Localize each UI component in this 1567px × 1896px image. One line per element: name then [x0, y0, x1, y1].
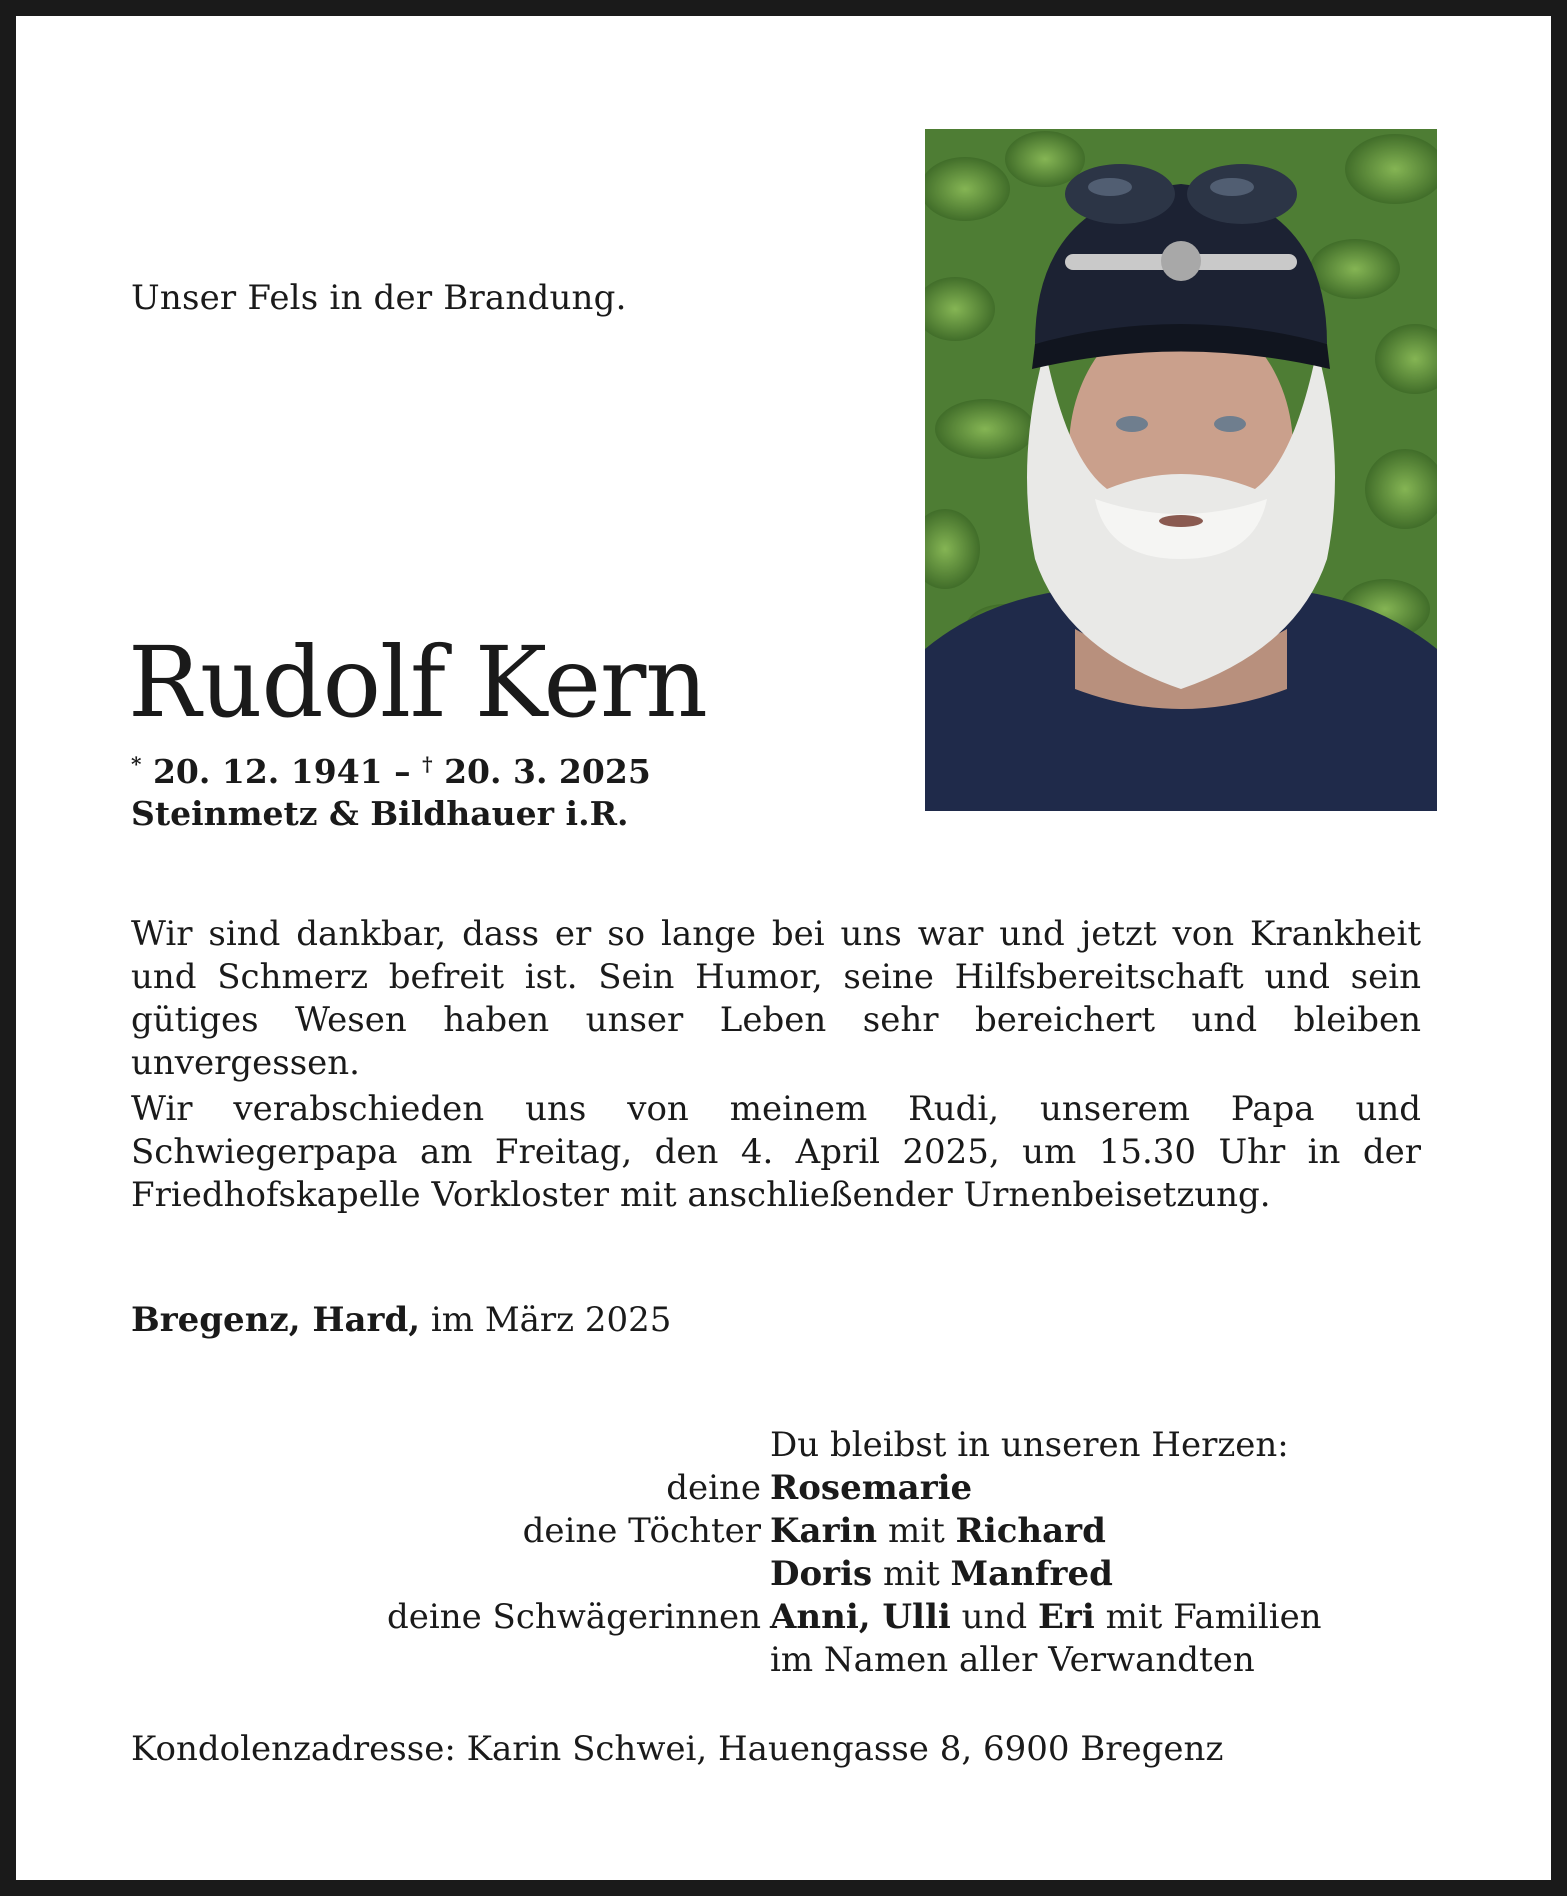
mourner-joiner: und — [961, 1597, 1028, 1637]
mourner-name: Anni, Ulli — [770, 1597, 951, 1637]
mourner-row — [131, 1510, 1431, 1553]
right-eye — [1214, 416, 1246, 432]
place-towns: Bregenz, Hard, — [131, 1300, 421, 1340]
mourner-label: deine — [666, 1468, 761, 1508]
mourner-row — [131, 1467, 1431, 1510]
mourner-row — [131, 1639, 1431, 1682]
deceased-name: Rudolf Kern — [128, 626, 707, 739]
mourner-suffix: mit Familien — [1105, 1597, 1322, 1637]
date-separator: – — [394, 752, 411, 791]
mourner-joiner: mit — [887, 1511, 945, 1551]
mourners-heading-row — [131, 1424, 1431, 1467]
mourner-name: Doris — [770, 1554, 873, 1594]
death-symbol: † — [422, 752, 433, 776]
profession: Steinmetz & Bildhauer i.R. — [131, 794, 629, 833]
mouth — [1159, 515, 1203, 527]
farewell-paragraph: Wir verabschieden uns von meinem Rudi, unserem Papa und Schwiegerpapa am Freitag, den 4. April 2025, um 15.30 Uhr in der Friedhofskapelle Vorkloster mit anschließender Urnenbeisetzung. — [131, 1089, 1421, 1215]
left-eye — [1116, 416, 1148, 432]
condolence-address: Kondolenzadresse: Karin Schwei, Hauengasse 8, 6900 Bregenz — [131, 1729, 1224, 1769]
motto: Unser Fels in der Brandung. — [131, 278, 627, 318]
mourner-name: Eri — [1038, 1597, 1095, 1637]
mourner-row — [131, 1553, 1431, 1596]
mourner-row — [131, 1596, 1431, 1639]
mourners-heading: Du bleibst in unseren Herzen: — [770, 1425, 1289, 1465]
cap-emblem — [1161, 241, 1201, 281]
place-and-date — [131, 1300, 671, 1340]
mourner-label: deine Schwägerinnen — [386, 1597, 761, 1637]
portrait-photo — [925, 129, 1437, 811]
notice-date: im März 2025 — [430, 1300, 672, 1340]
portrait-illustration — [925, 129, 1437, 811]
mourner-label: deine Töchter — [522, 1511, 761, 1551]
mourner-name: Karin — [770, 1511, 878, 1551]
relatives-line: im Namen aller Verwandten — [770, 1640, 1255, 1680]
birth-date: 20. 12. 1941 — [152, 752, 383, 791]
mourner-name: Rosemarie — [770, 1468, 973, 1508]
gratitude-paragraph: Wir sind dankbar, dass er so lange bei uns war und jetzt von Krankheit und Schmerz befreit ist. Sein Humor, seine Hilfsbereitschaft und sein gütiges Wesen haben unser Leben sehr bereichert und bleiben unvergessen. — [131, 914, 1421, 1083]
mourner-name: Richard — [955, 1511, 1106, 1551]
death-date: 20. 3. 2025 — [444, 752, 651, 791]
birth-symbol: * — [131, 752, 142, 776]
life-dates — [131, 752, 651, 791]
mourners-list — [131, 1424, 1431, 1682]
mourner-joiner: mit — [882, 1554, 940, 1594]
mourner-name: Manfred — [950, 1554, 1113, 1594]
